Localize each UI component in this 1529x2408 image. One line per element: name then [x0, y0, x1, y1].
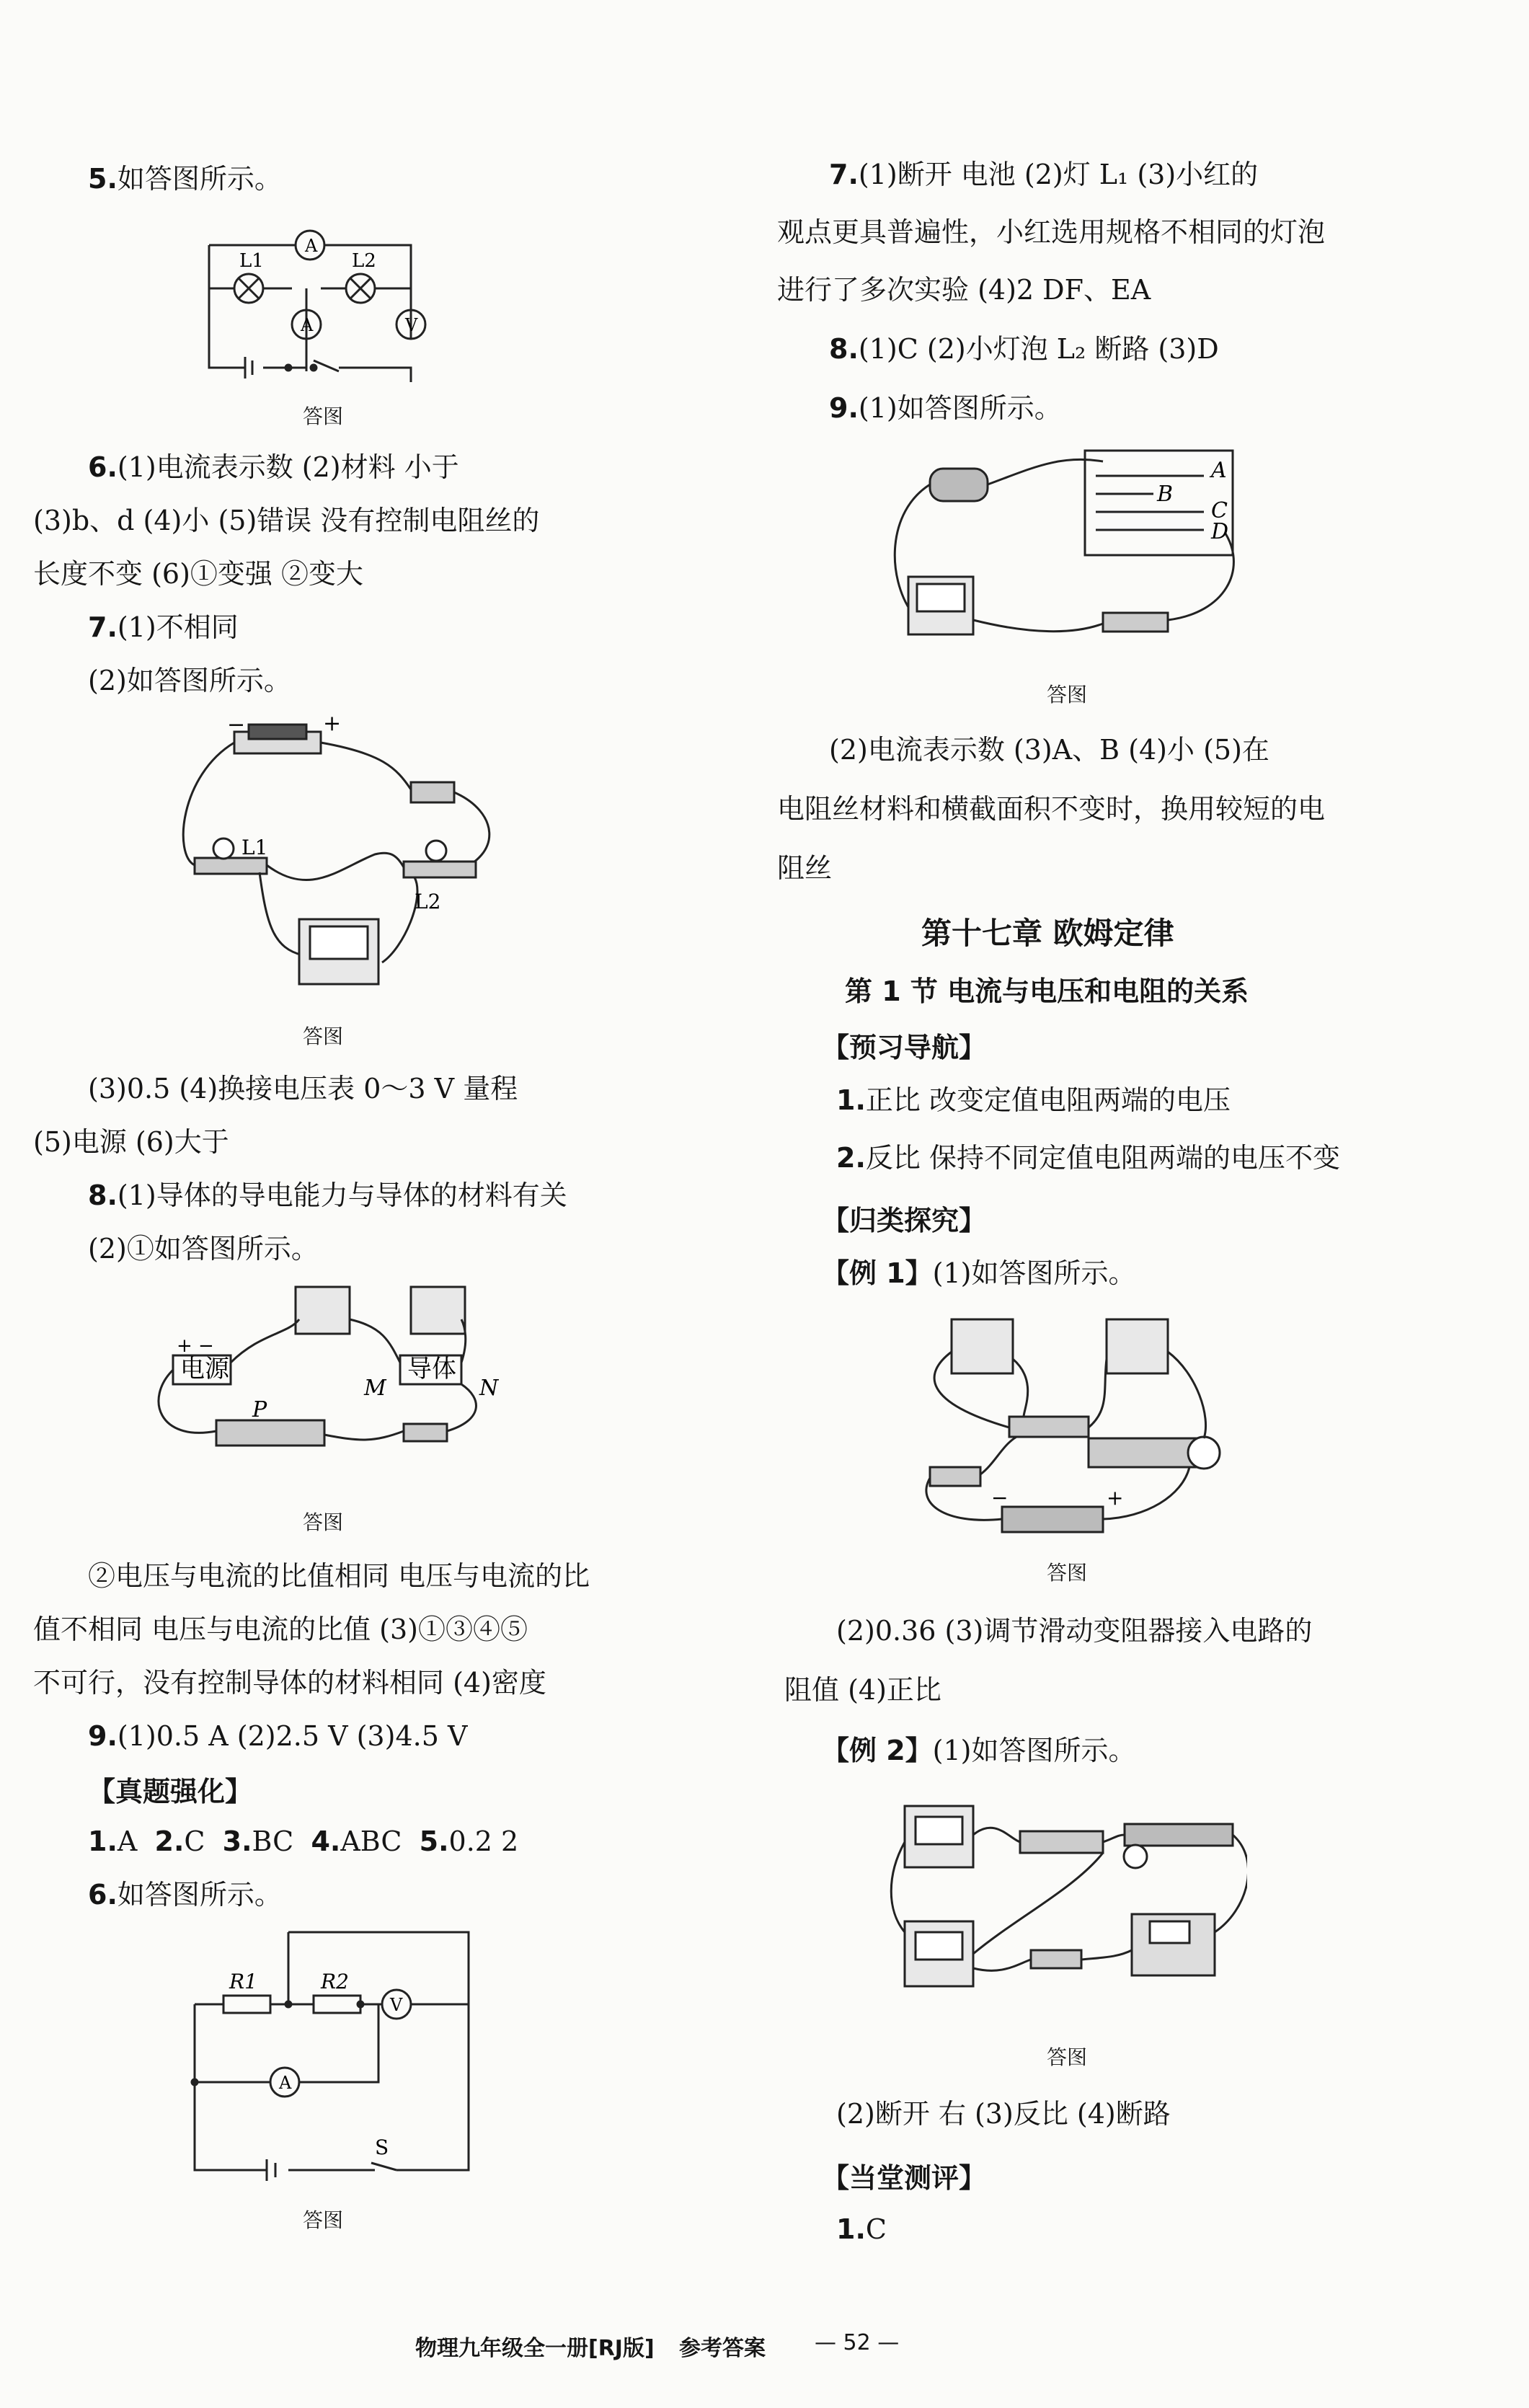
example1-line2: (2)0.36 (3)调节滑动变阻器接入电路的 [836, 1615, 1313, 1647]
wiring-illustration-example2 [887, 1788, 1247, 2033]
zt-answers: 1.A 2.C 3.BC 4.ABC 5.0.2 2 [88, 1825, 519, 1857]
wire-label: D [1211, 519, 1229, 544]
answers-label: 参考答案 [679, 2336, 766, 2361]
example2-line2: (2)断开 右 (3)反比 (4)断路 [836, 2098, 1171, 2130]
lamp-label: L1 [239, 250, 264, 272]
negative-terminal: − [227, 712, 246, 738]
dt1: 1.C [836, 2213, 887, 2245]
example2: 【例 2】(1)如答图所示。 [822, 1735, 1136, 1766]
figure-caption: 答图 [1047, 2045, 1088, 2069]
figure-caption: 答图 [1047, 683, 1088, 707]
ammeter-label: A [279, 2073, 292, 2093]
lamp-label: L2 [415, 890, 441, 913]
polarity-label: + − [177, 1335, 214, 1357]
wiring-illustration-resistance-wires [887, 440, 1247, 656]
wiring-illustration-conductor [144, 1276, 519, 1471]
positive-terminal: + [323, 711, 342, 736]
q9: 9.(1)0.5 A (2)2.5 V (3)4.5 V [88, 1720, 468, 1752]
r-q9-line3: 电阻丝材料和横截面积不变时，换用较短的电 [777, 793, 1326, 825]
lamp-label: L1 [241, 836, 268, 859]
negative-terminal: − [991, 1486, 1009, 1510]
figure-caption: 答图 [303, 1024, 344, 1048]
figure-caption: 答图 [303, 404, 344, 428]
voltmeter-label: V [405, 315, 418, 335]
r-q7-line3: 进行了多次实验 (4)2 DF、EA [777, 274, 1151, 306]
section-heading: 【当堂测评】 [822, 2162, 987, 2194]
q7-line2: (2)如答图所示。 [88, 665, 291, 696]
ammeter-label: A [301, 315, 314, 335]
section-title: 第 1 节 电流与电压和电阻的关系 [845, 975, 1249, 1007]
ammeter-label: A [305, 236, 318, 256]
wire-label: B [1157, 482, 1174, 507]
slider-label: P [252, 1397, 267, 1422]
q6-line1: 6.(1)电流表示数 (2)材料 小于 [88, 451, 459, 483]
switch-label: S [375, 2135, 389, 2159]
r-q7-line1: 7.(1)断开 电池 (2)灯 L₁ (3)小红的 [829, 159, 1259, 190]
terminal-label: N [479, 1376, 499, 1401]
r-q8: 8.(1)C (2)小灯泡 L₂ 断路 (3)D [829, 333, 1219, 365]
section-heading: 【归类探究】 [822, 1205, 987, 1236]
figure-caption: 答图 [303, 1510, 344, 1534]
voltmeter-label: V [390, 1995, 403, 2015]
q8-line5: 不可行，没有控制导体的材料相同 (4)密度 [33, 1667, 546, 1699]
q6b: 6.如答图所示。 [88, 1879, 282, 1911]
q8-line1: 8.(1)导体的导电能力与导体的材料有关 [88, 1179, 567, 1211]
q8-line2: (2)①如答图所示。 [88, 1233, 319, 1265]
q7-line1: 7.(1)不相同 [88, 611, 239, 643]
example1-line3: 阻值 (4)正比 [784, 1674, 941, 1706]
q6-line3: 长度不变 (6)①变强 ②变大 [33, 558, 363, 590]
resistor-label: R1 [229, 1970, 257, 1993]
page-number: — 52 — [815, 2330, 900, 2355]
q6-line2: (3)b、d (4)小 (5)错误 没有控制电阻丝的 [33, 505, 540, 536]
terminal-label: M [364, 1376, 386, 1401]
figure-caption: 答图 [303, 2208, 344, 2232]
q7-line3: (3)0.5 (4)换接电压表 0～3 V 量程 [88, 1073, 518, 1105]
conductor-label: 导体 [407, 1355, 456, 1384]
yx1: 1.正比 改变定值电阻两端的电压 [836, 1084, 1231, 1116]
book-title: 物理九年级全一册[RJ版] [415, 2336, 655, 2361]
q7-line4: (5)电源 (6)大于 [33, 1126, 229, 1158]
wiring-illustration-lamps [166, 710, 512, 1006]
r-q9-line4: 阻丝 [777, 852, 833, 884]
positive-terminal: + [1107, 1486, 1124, 1510]
q8-line4: 值不相同 电压与电流的比值 (3)①③④⑤ [33, 1614, 528, 1645]
q5: 5.如答图所示。 [88, 163, 282, 195]
r-q9: 9.(1)如答图所示。 [829, 392, 1062, 424]
lamp-label: L2 [352, 250, 376, 272]
q8-line3: ②电压与电流的比值相同 电压与电流的比 [88, 1560, 590, 1592]
r-q9-line2: (2)电流表示数 (3)A、B (4)小 (5)在 [829, 734, 1269, 766]
yx2: 2.反比 保持不同定值电阻两端的电压不变 [836, 1142, 1340, 1174]
figure-caption: 答图 [1047, 1561, 1088, 1585]
section-heading: 【真题强化】 [88, 1776, 253, 1807]
wire-label: A [1211, 458, 1227, 483]
section-heading: 【预习导航】 [822, 1032, 987, 1063]
wire-label: C [1211, 498, 1228, 523]
power-source-label: 电源 [180, 1355, 229, 1384]
r-q7-line2: 观点更具普遍性，小红选用规格不相同的灯泡 [777, 216, 1326, 248]
circuit-diagram-lamps [195, 216, 497, 382]
resistor-label: R2 [321, 1970, 349, 1993]
example1: 【例 1】(1)如答图所示。 [822, 1257, 1136, 1289]
chapter-title: 第十七章 欧姆定律 [921, 916, 1174, 951]
wiring-illustration-example1 [908, 1309, 1240, 1546]
circuit-diagram-resistors [180, 1925, 483, 2185]
